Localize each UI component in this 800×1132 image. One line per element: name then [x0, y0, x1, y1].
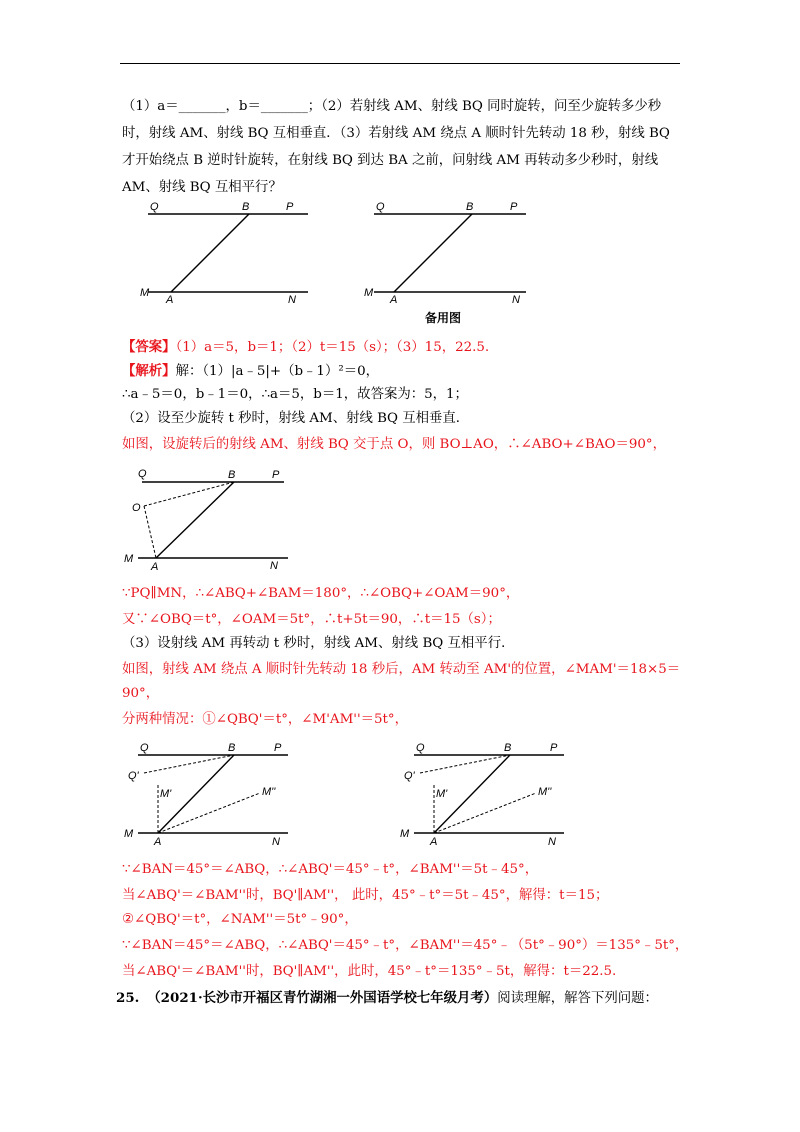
label-b: B: [228, 742, 236, 754]
analysis-line-11: ∵∠BAN＝45°＝∠ABQ，∴∠ABQ'＝45°﹣t°，∠BAM''＝5t﹣45°，: [122, 862, 539, 877]
segment-ab: [171, 214, 249, 292]
figure-parallel-case-2: [396, 735, 576, 850]
analysis-line-4: 如图，设旋转后的射线 AM、射线 BQ 交于点 O，则 BO⊥AO，∴∠ABO+∠BAO＝90°，: [122, 437, 666, 452]
spare-figure-caption: 备用图: [425, 311, 462, 325]
label-n: N: [270, 560, 278, 572]
figure-parallel-case-1: [120, 735, 300, 850]
ray-am2: [158, 793, 260, 833]
question-prompt: 阅读理解，解答下列问题：: [497, 991, 658, 1006]
answer-text: （1）a＝5，b＝1；（2）t＝15（s）；（3）15，22.5.: [175, 340, 490, 355]
label-m: M: [400, 828, 410, 840]
label-m1: M': [436, 788, 448, 800]
segment-ab: [156, 482, 234, 558]
label-m1: M': [160, 788, 172, 800]
figure-main: [138, 196, 318, 306]
question-number: 25.: [116, 990, 140, 1006]
next-question-line: [116, 988, 658, 1009]
label-q: Q: [416, 742, 425, 754]
label-b: B: [504, 742, 512, 754]
label-p: P: [510, 201, 518, 213]
answer-line: [122, 337, 489, 358]
label-a: A: [166, 294, 174, 306]
label-m: M: [364, 287, 374, 299]
analysis-line-14: ∵∠BAN＝45°＝∠ABQ，∴∠ABQ'＝45°﹣t°，∠BAM''＝45°﹣（5t°﹣90°）＝135°﹣5t°，: [122, 938, 689, 953]
label-q1: Q': [128, 770, 139, 782]
analysis-line-13: ②∠QBQ'＝t°，∠NAM''＝5t°﹣90°，: [122, 912, 358, 927]
analysis-line-7: （3）设射线 AM 再转动 t 秒时，射线 AM、射线 BQ 互相平行．: [122, 636, 515, 651]
analysis-line-2: ∴a﹣5＝0，b﹣1＝0，∴a＝5，b＝1，故答案为：5，1；: [122, 387, 468, 402]
label-p: P: [550, 742, 558, 754]
figure-perpendicular: [118, 462, 298, 574]
label-m: M: [140, 287, 150, 299]
header-rule: [120, 63, 680, 64]
label-m: M: [124, 553, 134, 565]
analysis-line-5: ∵PQ∥MN，∴∠ABQ+∠BAM＝180°，∴∠OBQ+∠OAM＝90°，: [122, 586, 520, 601]
label-q: Q: [138, 468, 147, 480]
label-n: N: [272, 836, 280, 848]
figure-spare: [360, 196, 540, 306]
ray-bq1: [144, 755, 234, 773]
label-b: B: [228, 469, 236, 481]
analysis-line-12: 当∠ABQ'＝∠BAM''时，BQ'∥AM''， 此时，45°﹣t°＝5t﹣45°，解得：t＝15；: [122, 888, 609, 903]
question-line-2: 时，射线 AM、射线 BQ 互相垂直．（3）若射线 AM 绕点 A 顺时针先转动 18 秒，射线 BQ: [122, 126, 670, 141]
ray-am2: [434, 793, 536, 833]
question-line-1: （1）a＝_______，b＝_______；（2）若射线 AM、射线 BQ 同时旋转，问至少旋转多少秒: [122, 99, 662, 114]
label-q: Q: [150, 201, 159, 213]
label-q: Q: [140, 742, 149, 754]
label-o: O: [132, 502, 141, 514]
question-source: （2021·长沙市开福区青竹湖湘一外国语学校七年级月考）: [147, 990, 498, 1006]
label-m: M: [124, 828, 134, 840]
analysis-line-9: 90°，: [122, 686, 160, 701]
label-n: N: [512, 294, 520, 306]
label-a: A: [154, 836, 162, 848]
label-b: B: [466, 201, 474, 213]
analysis-line-1: [122, 361, 379, 382]
label-a: A: [430, 836, 438, 848]
analysis-line-8: 如图，射线 AM 绕点 A 顺时针先转动 18 秒后，AM 转动至 AM'的位置，∠MAM'＝18×5＝: [122, 662, 681, 677]
ray-bq1: [420, 755, 510, 773]
ray-bo: [144, 482, 234, 506]
analysis-text-1: 解：（1）|a﹣5|+（b﹣1）²＝0，: [175, 364, 380, 379]
label-n: N: [288, 294, 296, 306]
analysis-line-3: （2）设至少旋转 t 秒时，射线 AM、射线 BQ 互相垂直．: [122, 411, 470, 426]
label-p: P: [272, 469, 280, 481]
label-a: A: [151, 561, 159, 573]
label-m2: M'': [262, 786, 276, 798]
label-p: P: [286, 201, 294, 213]
analysis-line-10: 分两种情况：①∠QBQ'＝t°，∠M'AM''＝5t°，: [122, 712, 409, 727]
label-q1: Q': [404, 770, 415, 782]
label-a: A: [390, 294, 398, 306]
analysis-line-15: 当∠ABQ'＝∠BAM''时，BQ'∥AM''，此时，45°﹣t°＝135°﹣5t，解得：t＝22.5.: [122, 964, 617, 979]
label-b: B: [242, 201, 250, 213]
label-p: P: [274, 742, 282, 754]
analysis-line-6: 又∵∠OBQ＝t°，∠OAM＝5t°，∴t+5t＝90，∴t＝15（s）；: [122, 612, 501, 627]
ray-ao: [144, 506, 156, 558]
label-m2: M'': [538, 786, 552, 798]
question-line-3: 才开始绕点 B 逆时针旋转，在射线 BQ 到达 BA 之前，问射线 AM 再转动多少秒时，射线: [122, 153, 659, 168]
answer-tag: 【答案】: [122, 339, 176, 355]
analysis-tag: 【解析】: [122, 363, 176, 379]
question-line-4: AM、射线 BQ 互相平行？: [122, 180, 282, 195]
segment-ab: [394, 214, 472, 292]
label-q: Q: [376, 201, 385, 213]
label-n: N: [548, 836, 556, 848]
